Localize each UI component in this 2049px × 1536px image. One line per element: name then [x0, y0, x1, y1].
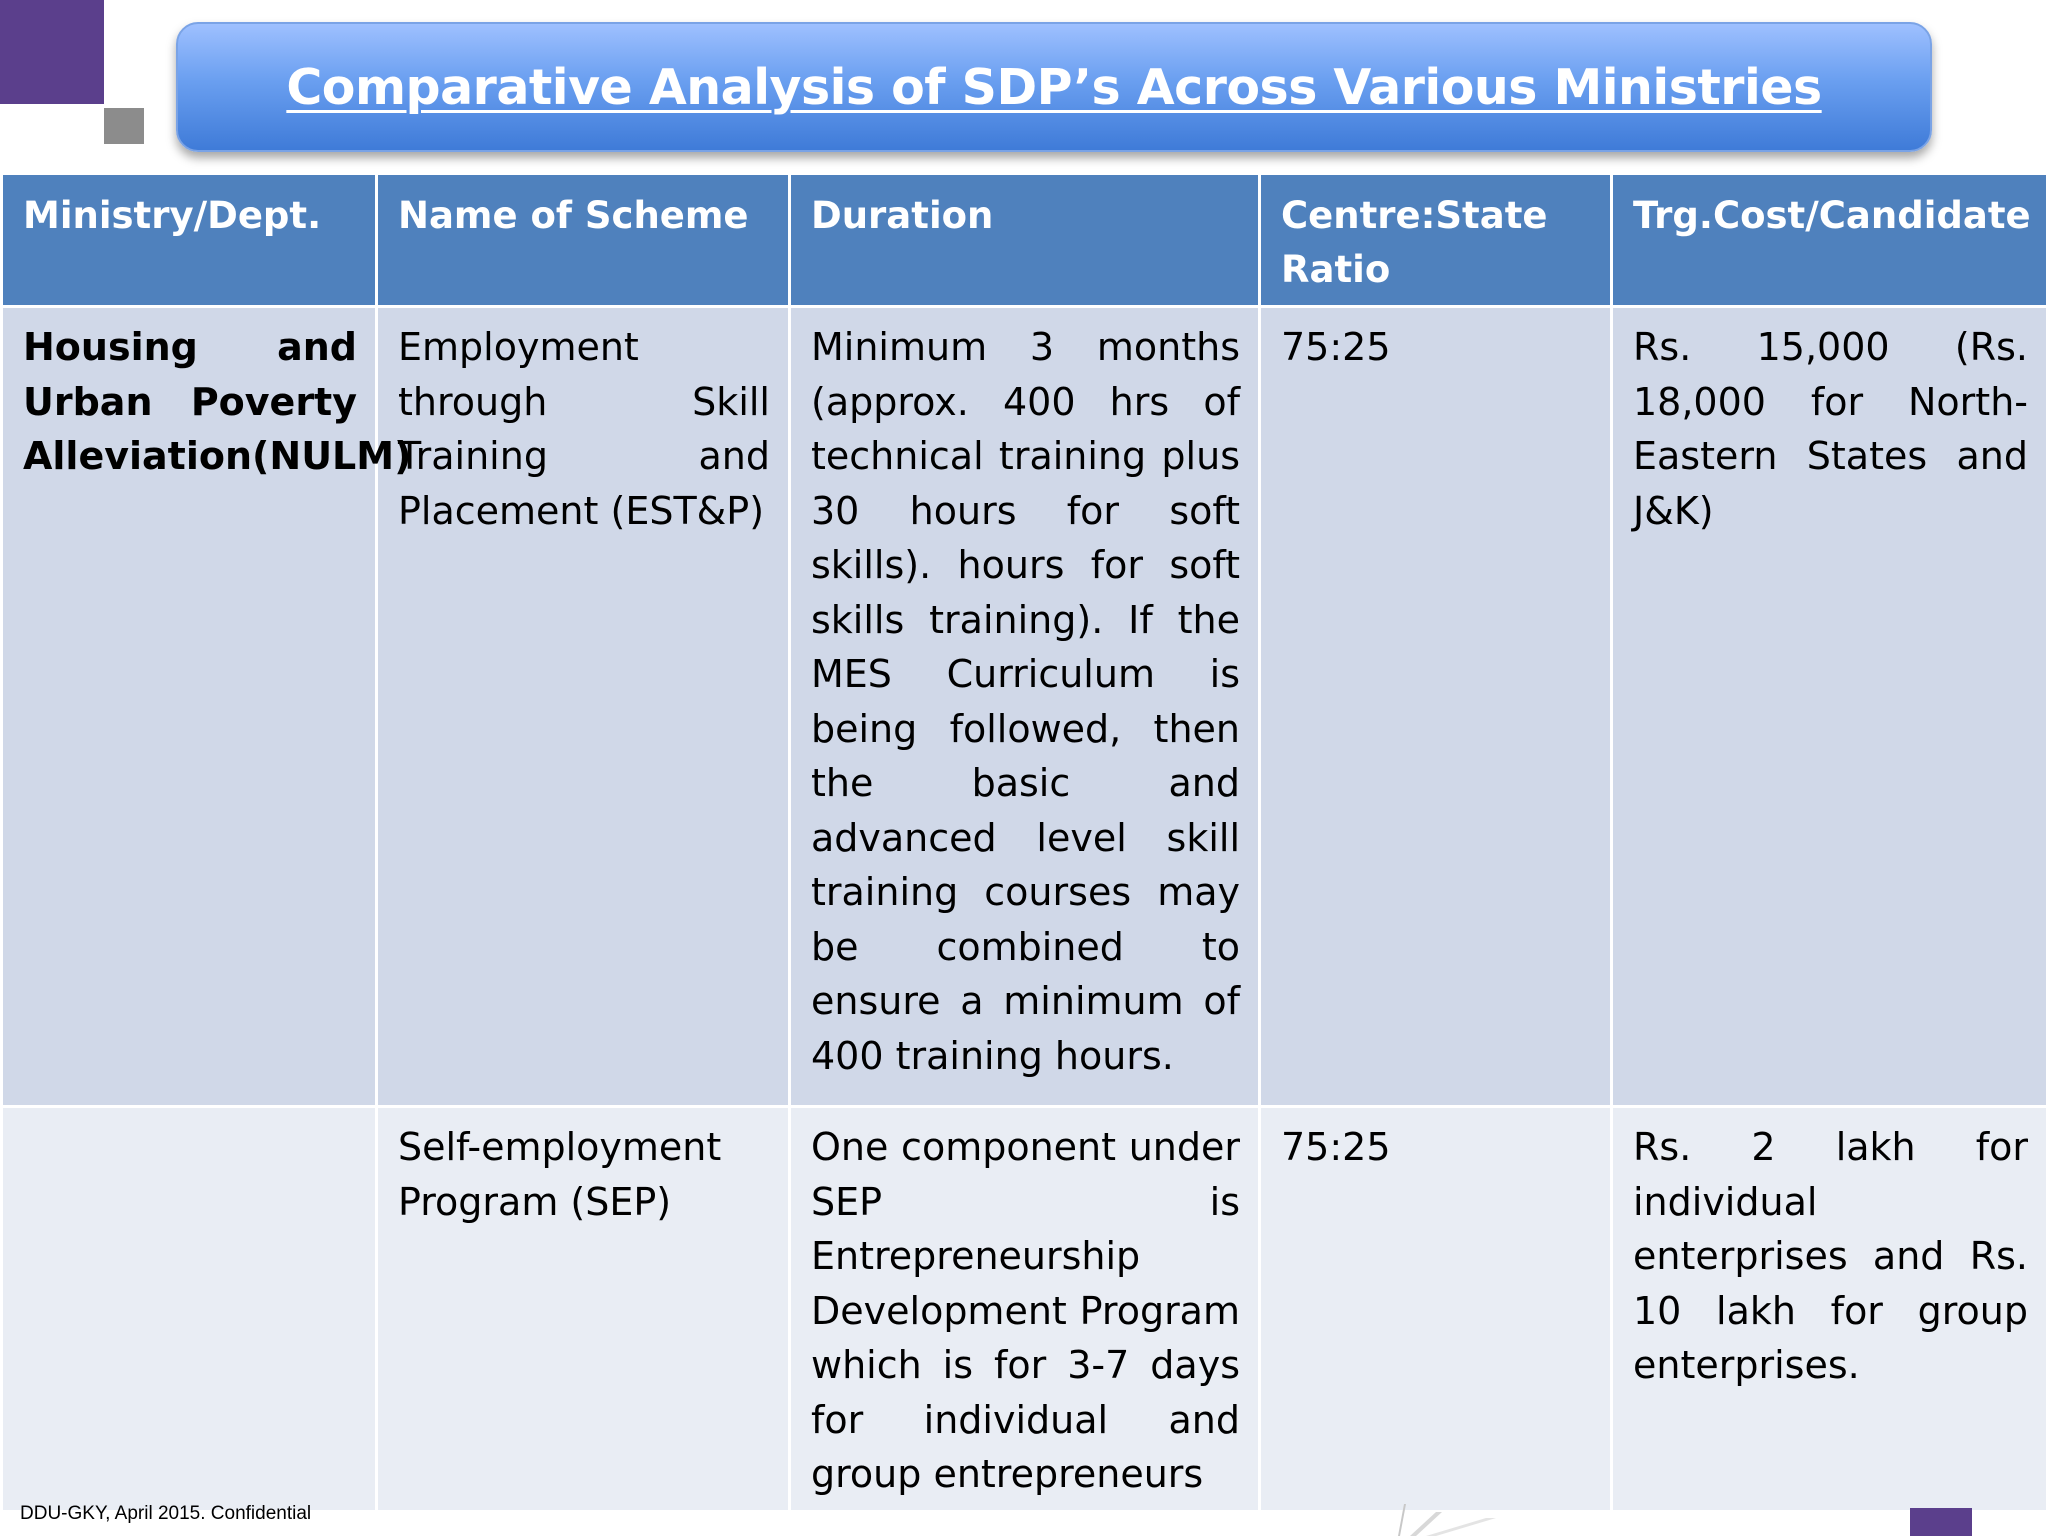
- cell-ratio: 75:25: [1260, 307, 1612, 1107]
- cell-scheme: Self-employment Program (SEP): [377, 1107, 790, 1512]
- cell-cost: Rs. 2 lakh for individual enterprises and Rs. 10 lakh for group enterprises.: [1612, 1107, 2048, 1512]
- table-header-row: [2, 174, 2048, 307]
- header-duration: Duration: [790, 174, 1260, 307]
- cell-ministry: Housing and Urban Poverty Alleviation(NULM): [2, 307, 377, 1107]
- header-cost: Trg.Cost/Candidate: [1612, 174, 2048, 307]
- page-title: Comparative Analysis of SDP’s Across Various Ministries: [286, 58, 1822, 116]
- header-ministry: Ministry/Dept.: [2, 174, 377, 307]
- footer-decoration: [1396, 1504, 1516, 1536]
- table-row: [2, 307, 2048, 1107]
- cell-ministry: [2, 1107, 377, 1512]
- header-ratio: Centre:State Ratio: [1260, 174, 1612, 307]
- title-banner: [176, 22, 1932, 152]
- comparison-table: [0, 172, 2049, 1513]
- cell-duration: One component under SEP is Entrepreneurship Development Program which is for 3-7 days for individual and group entrepreneurs: [790, 1107, 1260, 1512]
- cell-scheme: Employment through Skill Training and Placement (EST&P): [377, 307, 790, 1107]
- corner-decoration-gray: [104, 108, 144, 144]
- header-scheme: Name of Scheme: [377, 174, 790, 307]
- footer-confidential-note: DDU-GKY, April 2015. Confidential: [20, 1503, 312, 1524]
- cell-ratio: 75:25: [1260, 1107, 1612, 1512]
- cell-duration: Minimum 3 months (approx. 400 hrs of technical training plus 30 hours for soft skills). hours for soft skills training). If the MES Curriculum is being followed, then the basic and advanced level skill training courses may be combined to ensure a minimum of 400 training hours.: [790, 307, 1260, 1107]
- corner-decoration-bottom: [1910, 1508, 1972, 1536]
- cell-cost: Rs. 15,000 (Rs. 18,000 for North-Eastern States and J&K): [1612, 307, 2048, 1107]
- corner-decoration-purple: [0, 0, 104, 104]
- table-row: [2, 1107, 2048, 1512]
